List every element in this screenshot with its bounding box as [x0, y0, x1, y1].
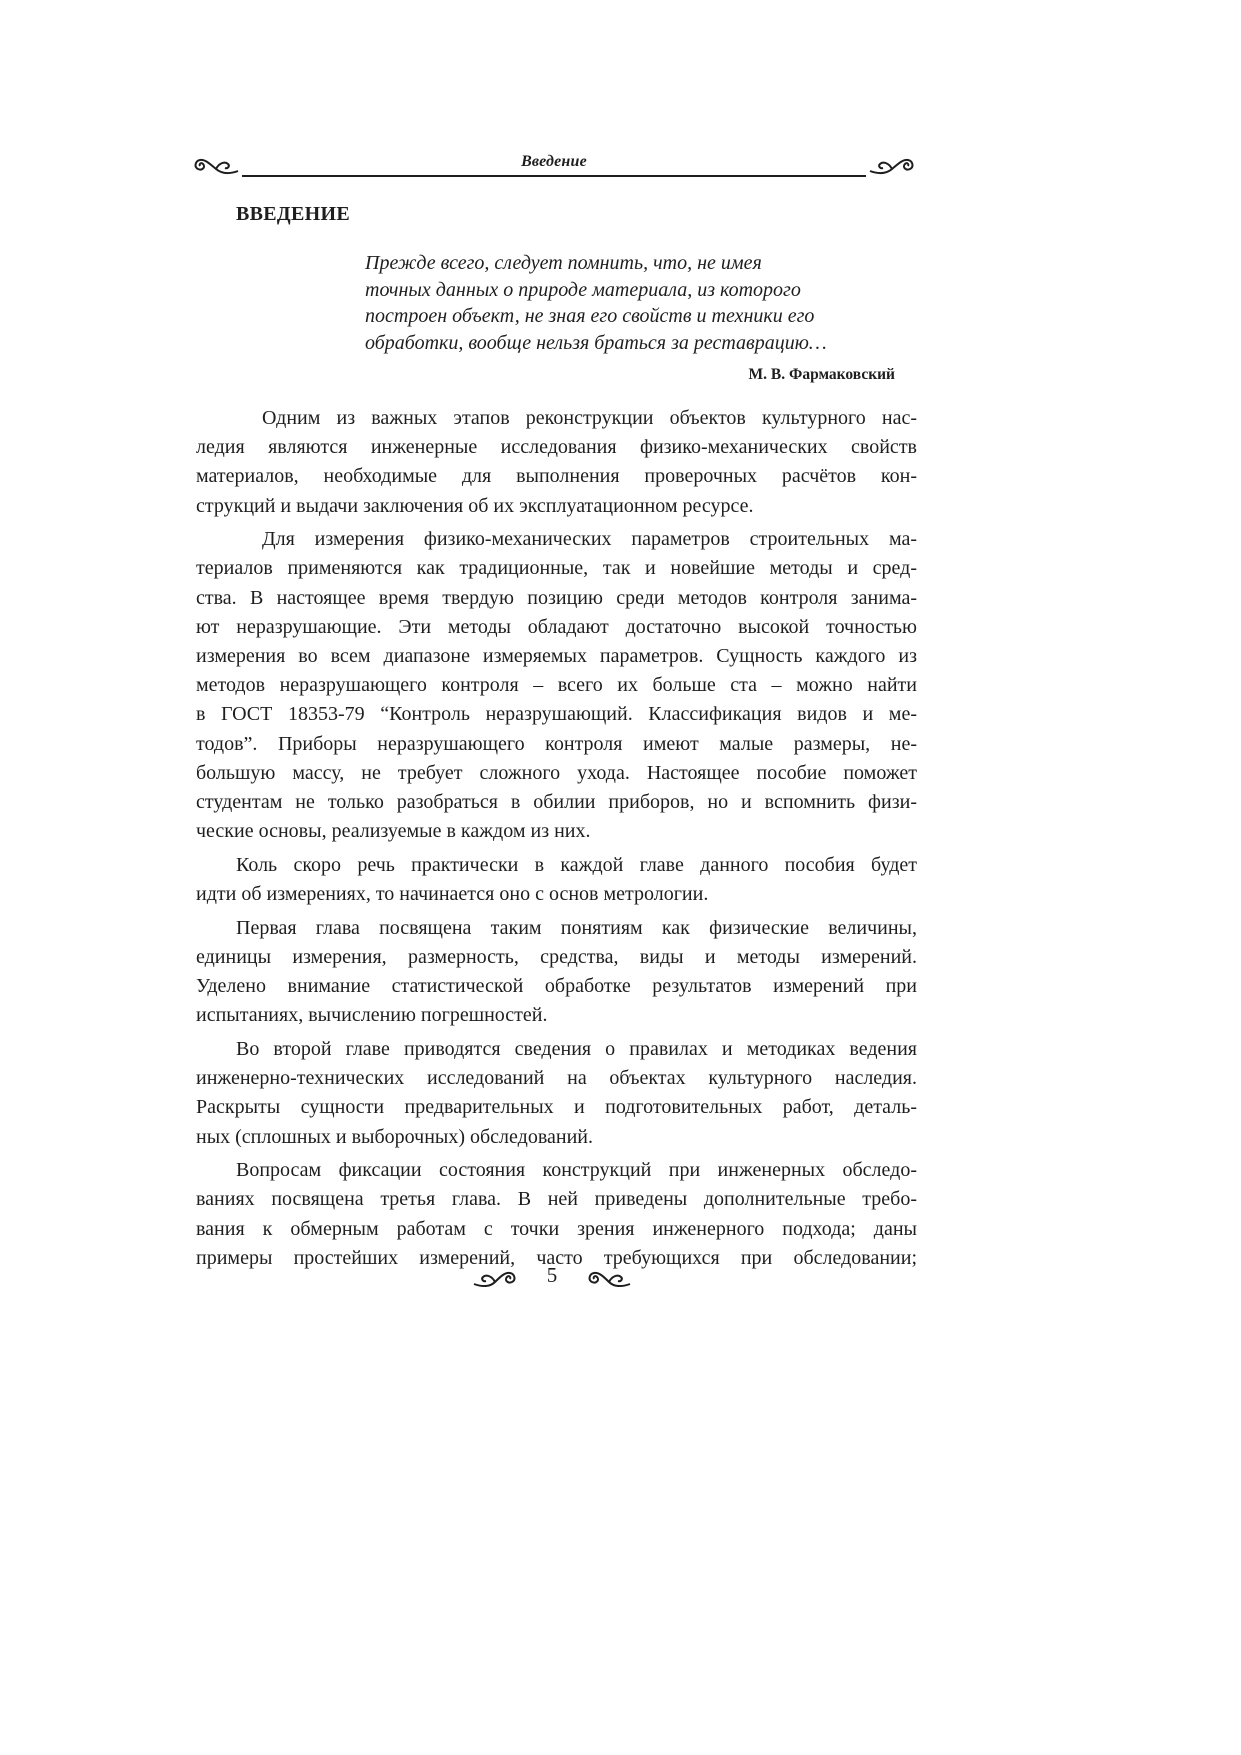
- paragraph: [196, 1035, 917, 1152]
- text-line: примеры простейших измерений, часто требующихся при обследовании;: [196, 1246, 917, 1269]
- text-line: ваниях посвящена третья глава. В ней приведены дополнительные требо-: [196, 1188, 917, 1211]
- text-line: ства. В настоящее время твердую позицию среди методов контроля занима-: [196, 586, 917, 609]
- epigraph-line: построен объект, не зная его свойств и техники его: [365, 305, 815, 327]
- text-line: Во второй главе приводятся сведения о правилах и методиках ведения: [236, 1037, 917, 1060]
- paragraph: [196, 1156, 917, 1273]
- text-line: ют неразрушающие. Эти методы обладают достаточно высокой точностью: [196, 615, 917, 638]
- epigraph-line: точных данных о природе материала, из которого: [365, 278, 801, 301]
- text-line: инженерно-технических исследований на объектах культурного наследия.: [196, 1067, 917, 1090]
- page-number: 5: [546, 1263, 558, 1287]
- section-title: ВВЕДЕНИЕ: [236, 203, 350, 225]
- text-line: тодов”. Приборы неразрушающего контроля имеют малые размеры, не-: [196, 732, 917, 755]
- paragraph: [196, 914, 917, 1031]
- swirl-ornament-icon: [868, 154, 916, 178]
- text-line: студентам не только разобраться в обилии приборов, но и вспомнить физи-: [196, 790, 917, 813]
- epigraph-line: обработки, вообще нельзя браться за реставрацию…: [365, 331, 827, 354]
- text-line: Уделено внимание статистической обработке результатов измерений при: [196, 975, 917, 998]
- running-title: Введение: [521, 153, 587, 170]
- text-line: вания к обмерным работам с точки зрения инженерного подхода; даны: [196, 1217, 917, 1240]
- epigraph-author: М. В. Фармаковский: [748, 366, 895, 383]
- text-line: испытаниях, вычислению погрешностей.: [196, 1004, 548, 1027]
- text-line: ных (сплошных и выборочных) обследований.: [196, 1125, 593, 1148]
- header-rule: [242, 175, 866, 177]
- epigraph-line: Прежде всего, следует помнить, что, не имея: [365, 252, 762, 274]
- paragraph: [196, 404, 917, 521]
- text-line: Первая глава посвящена таким понятиям как физические величины,: [236, 916, 917, 939]
- text-line: идти об измерениях, то начинается оно с основ метрологии.: [196, 883, 709, 905]
- paragraph: [196, 525, 917, 846]
- page-footer: [472, 1262, 632, 1298]
- text-line: методов неразрушающего контроля – всего их больше ста – можно найти: [196, 674, 917, 697]
- text-line: ческие основы, реализуемые в каждом из них.: [196, 820, 591, 843]
- body-text: [196, 404, 917, 1277]
- text-line: Коль скоро речь практически в каждой главе данного пособия будет: [236, 853, 917, 876]
- swirl-ornament-icon: [586, 1268, 632, 1290]
- text-line: ледия являются инженерные исследования физико-механических свойств: [196, 436, 917, 459]
- text-line: Одним из важных этапов реконструкции объектов культурного нас-: [262, 407, 917, 429]
- text-line: единицы измерения, размерность, средства, виды и методы измерений.: [196, 945, 917, 968]
- text-line: Раскрыты сущности предварительных и подготовительных работ, деталь-: [196, 1096, 917, 1119]
- text-line: измерения во всем диапазоне измеряемых параметров. Сущность каждого из: [196, 645, 917, 667]
- text-line: Для измерения физико-механических параметров строительных ма-: [262, 528, 917, 551]
- text-line: териалов применяются как традиционные, так и новейшие методы и сред-: [196, 557, 917, 580]
- text-line: материалов, необходимые для выполнения проверочных расчётов кон-: [196, 465, 917, 488]
- running-header: [192, 150, 916, 184]
- paragraph: [196, 851, 917, 909]
- text-line: большую массу, не требует сложного ухода. Настоящее пособие поможет: [196, 761, 917, 784]
- text-line: Вопросам фиксации состояния конструкций при инженерных обследо-: [236, 1159, 917, 1182]
- text-line: струкций и выдачи заключения об их эксплуатационном ресурсе.: [196, 494, 754, 517]
- text-line: в ГОСТ 18353-79 “Контроль неразрушающий. Классификация видов и ме-: [196, 703, 917, 726]
- epigraph: [365, 250, 895, 383]
